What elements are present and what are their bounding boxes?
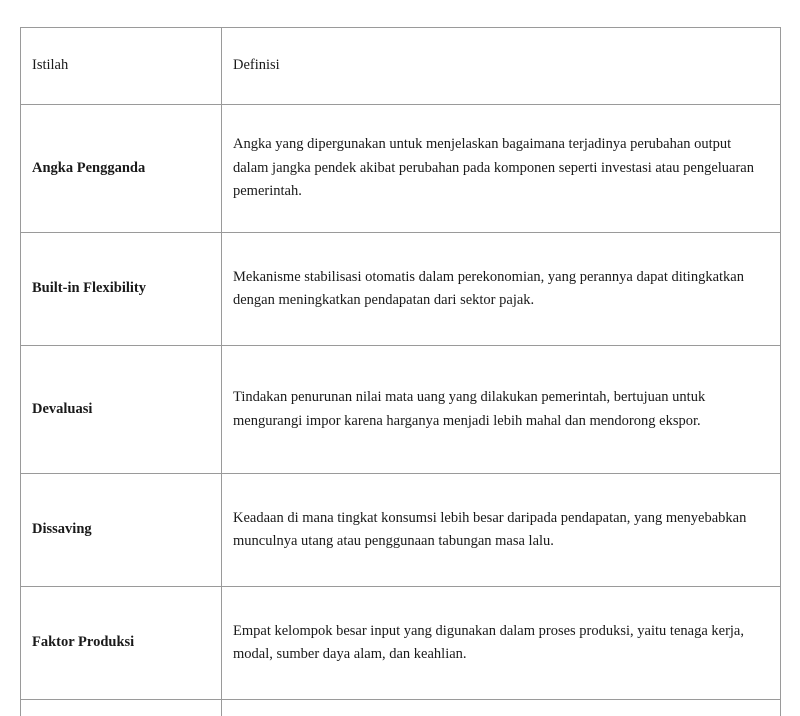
table-row (21, 105, 781, 233)
definition-angka-pengganda: Angka yang dipergunakan untuk menjelaskan bagaimana terjadinya perubahan output dalam jangka pendek akibat perubahan pada komponen seperti investasi atau pengeluaran pemerintah. (222, 105, 781, 233)
table-row (21, 346, 781, 474)
definition-devaluasi: Tindakan penurunan nilai mata uang yang dilakukan pemerintah, bertujuan untuk mengurangi impor karena harganya menjadi lebih mahal dan mendorong ekspor. (222, 346, 781, 474)
definition-built-in-flexibility: Mekanisme stabilisasi otomatis dalam perekonomian, yang perannya dapat ditingkatkan dengan meningkatkan pendapatan dari sektor pajak. (222, 233, 781, 346)
term-devaluasi: Devaluasi (21, 346, 222, 474)
table-header-row (21, 28, 781, 105)
glossary-table-container (20, 27, 780, 716)
term-partial (21, 700, 222, 716)
definition-partial (222, 700, 781, 716)
term-angka-pengganda: Angka Pengganda (21, 105, 222, 233)
column-header-definisi: Definisi (222, 28, 781, 105)
definition-dissaving: Keadaan di mana tingkat konsumsi lebih besar daripada pendapatan, yang menyebabkan munculnya utang atau penggunaan tabungan masa lalu. (222, 474, 781, 587)
glossary-table (20, 27, 781, 716)
table-row (21, 233, 781, 346)
term-dissaving: Dissaving (21, 474, 222, 587)
table-row (21, 587, 781, 700)
term-built-in-flexibility: Built-in Flexibility (21, 233, 222, 346)
table-row-partial (21, 700, 781, 716)
table-row (21, 474, 781, 587)
term-faktor-produksi: Faktor Produksi (21, 587, 222, 700)
column-header-istilah: Istilah (21, 28, 222, 105)
definition-faktor-produksi: Empat kelompok besar input yang digunakan dalam proses produksi, yaitu tenaga kerja, modal, sumber daya alam, dan keahlian. (222, 587, 781, 700)
